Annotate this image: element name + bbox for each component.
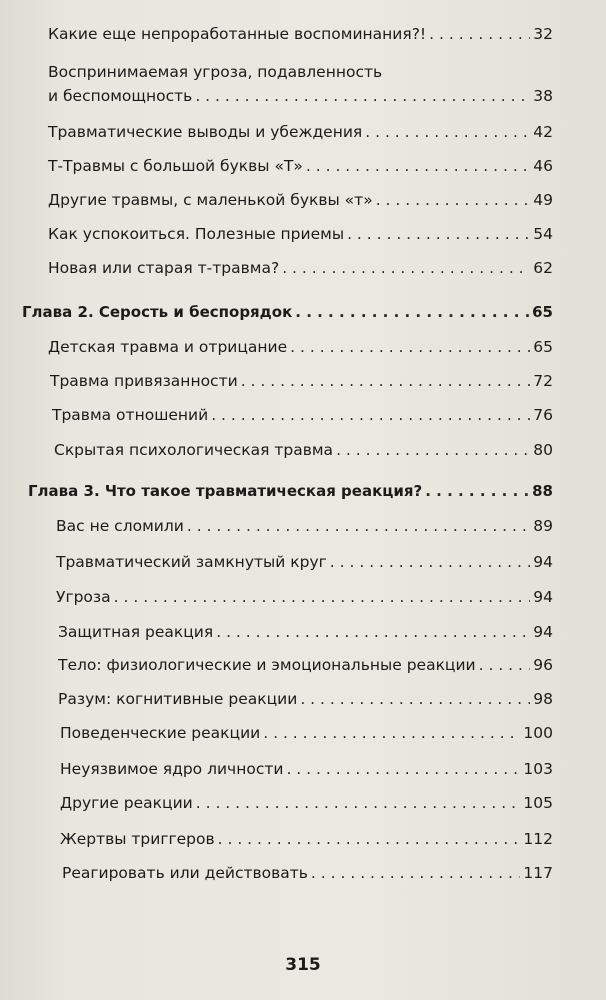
toc-entry-page: 42: [533, 123, 553, 141]
toc-entry-page: 38: [533, 87, 553, 105]
toc-chapter-page: 88: [532, 482, 553, 500]
toc-entry-page: 103: [523, 760, 553, 778]
leader-dots: [295, 302, 529, 322]
leader-dots: [196, 793, 521, 813]
toc-entry: [54, 440, 553, 460]
toc-entry-title: Т-Травмы с большой буквы «Т»: [48, 157, 303, 175]
leader-dots: [347, 224, 530, 244]
leader-dots: [425, 481, 529, 501]
toc-chapter-title: Глава 3. Что такое травматическая реакция?: [28, 482, 423, 500]
leader-dots: [311, 863, 520, 883]
toc-entry: [56, 516, 553, 536]
toc-entry-title: Разум: когнитивные реакции: [58, 690, 298, 708]
toc-chapter-title: Глава 2. Серость и беспорядок: [22, 303, 293, 321]
leader-dots: [263, 723, 520, 743]
toc-entry-title: Другие реакции: [60, 794, 193, 812]
toc-entry: [48, 224, 553, 244]
toc-entry: [60, 759, 553, 779]
toc-entry: [50, 371, 553, 391]
leader-dots: [241, 371, 531, 391]
toc-entry: [56, 587, 553, 607]
toc-entry-page: 65: [533, 338, 553, 356]
toc-entry-title: Другие травмы, с маленькой буквы «т»: [48, 191, 373, 209]
toc-entry-title: Реагировать или действовать: [62, 864, 308, 882]
toc-entry: [48, 24, 553, 44]
toc-entry-title: Травма отношений: [52, 406, 209, 424]
toc-entry: [48, 156, 553, 176]
toc-entry: [48, 258, 553, 278]
toc-entry-title: Травматические выводы и убеждения: [48, 123, 363, 141]
toc-chapter-page: 65: [532, 303, 553, 321]
toc-entry-title: и беспомощность: [48, 87, 193, 105]
toc-entry-title: Травматический замкнутый круг: [56, 553, 327, 571]
toc-entry: [48, 190, 553, 210]
toc-entry-title: Травма привязанности: [50, 372, 238, 390]
toc-entry: [56, 552, 553, 572]
leader-dots: [282, 258, 530, 278]
toc-entry-page: 112: [523, 830, 553, 848]
leader-dots: [336, 440, 530, 460]
toc-entry: [60, 793, 553, 813]
toc-entry-title: Жертвы триггеров: [60, 830, 215, 848]
toc-entry: [62, 863, 553, 883]
toc-entry-title: Угроза: [56, 588, 111, 606]
leader-dots: [286, 759, 520, 779]
toc-entry: [48, 337, 553, 357]
toc-entry-page: 94: [533, 588, 553, 606]
toc-entry-page: 100: [523, 724, 553, 742]
toc-entry-page: 117: [523, 864, 553, 882]
toc-entry-page: 49: [533, 191, 553, 209]
toc-entry: [60, 829, 553, 849]
toc-entry-page: 54: [533, 225, 553, 243]
toc-entry: [58, 655, 553, 675]
toc-entry-page: 46: [533, 157, 553, 175]
toc-entry-title: Какие еще непроработанные воспоминания?!: [48, 25, 427, 43]
toc-entry: [52, 405, 553, 425]
toc-entry: [58, 622, 553, 642]
toc-entry-title: Тело: физиологические и эмоциональные реакции: [58, 656, 476, 674]
toc-entry-page: 32: [533, 25, 553, 43]
leader-dots: [195, 86, 530, 106]
leader-dots: [479, 655, 531, 675]
toc-entry: [48, 122, 553, 142]
leader-dots: [306, 156, 530, 176]
toc-entry: [58, 689, 553, 709]
toc-entry-title: Скрытая психологическая травма: [54, 441, 334, 459]
leader-dots: [429, 24, 530, 44]
toc-entry-title: Новая или старая т-травма?: [48, 259, 280, 277]
leader-dots: [218, 829, 521, 849]
toc-entry-page: 62: [533, 259, 553, 277]
leader-dots: [330, 552, 530, 572]
toc-entry-title: Как успокоиться. Полезные приемы: [48, 225, 345, 243]
toc-entry-page: 94: [533, 623, 553, 641]
leader-dots: [211, 405, 530, 425]
leader-dots: [114, 587, 531, 607]
toc-entry-page: 94: [533, 553, 553, 571]
toc-entry-title: Детская травма и отрицание: [48, 338, 288, 356]
leader-dots: [365, 122, 530, 142]
toc-chapter: [22, 302, 553, 322]
toc-entry-title: Поведенческие реакции: [60, 724, 261, 742]
toc-entry: [60, 723, 553, 743]
leader-dots: [187, 516, 530, 536]
toc-entry-title: Неуязвимое ядро личности: [60, 760, 284, 778]
toc-entry-page: 80: [533, 441, 553, 459]
page-number: 315: [285, 955, 321, 975]
leader-dots: [376, 190, 531, 210]
toc-chapter: [28, 481, 553, 501]
toc-entry-page: 96: [533, 656, 553, 674]
toc-entry: [48, 86, 553, 106]
leader-dots: [216, 622, 530, 642]
leader-dots: [290, 337, 530, 357]
toc-entry-title-line1: Воспринимаемая угроза, подавленность: [48, 63, 383, 81]
toc-entry-title: Защитная реакция: [58, 623, 214, 641]
toc-entry-page: 72: [533, 372, 553, 390]
toc-entry-page: 89: [533, 517, 553, 535]
toc-entry-title: Вас не сломили: [56, 517, 184, 535]
toc-entry-page: 76: [533, 406, 553, 424]
toc-entry-page: 98: [533, 690, 553, 708]
leader-dots: [300, 689, 530, 709]
toc-entry-page: 105: [523, 794, 553, 812]
